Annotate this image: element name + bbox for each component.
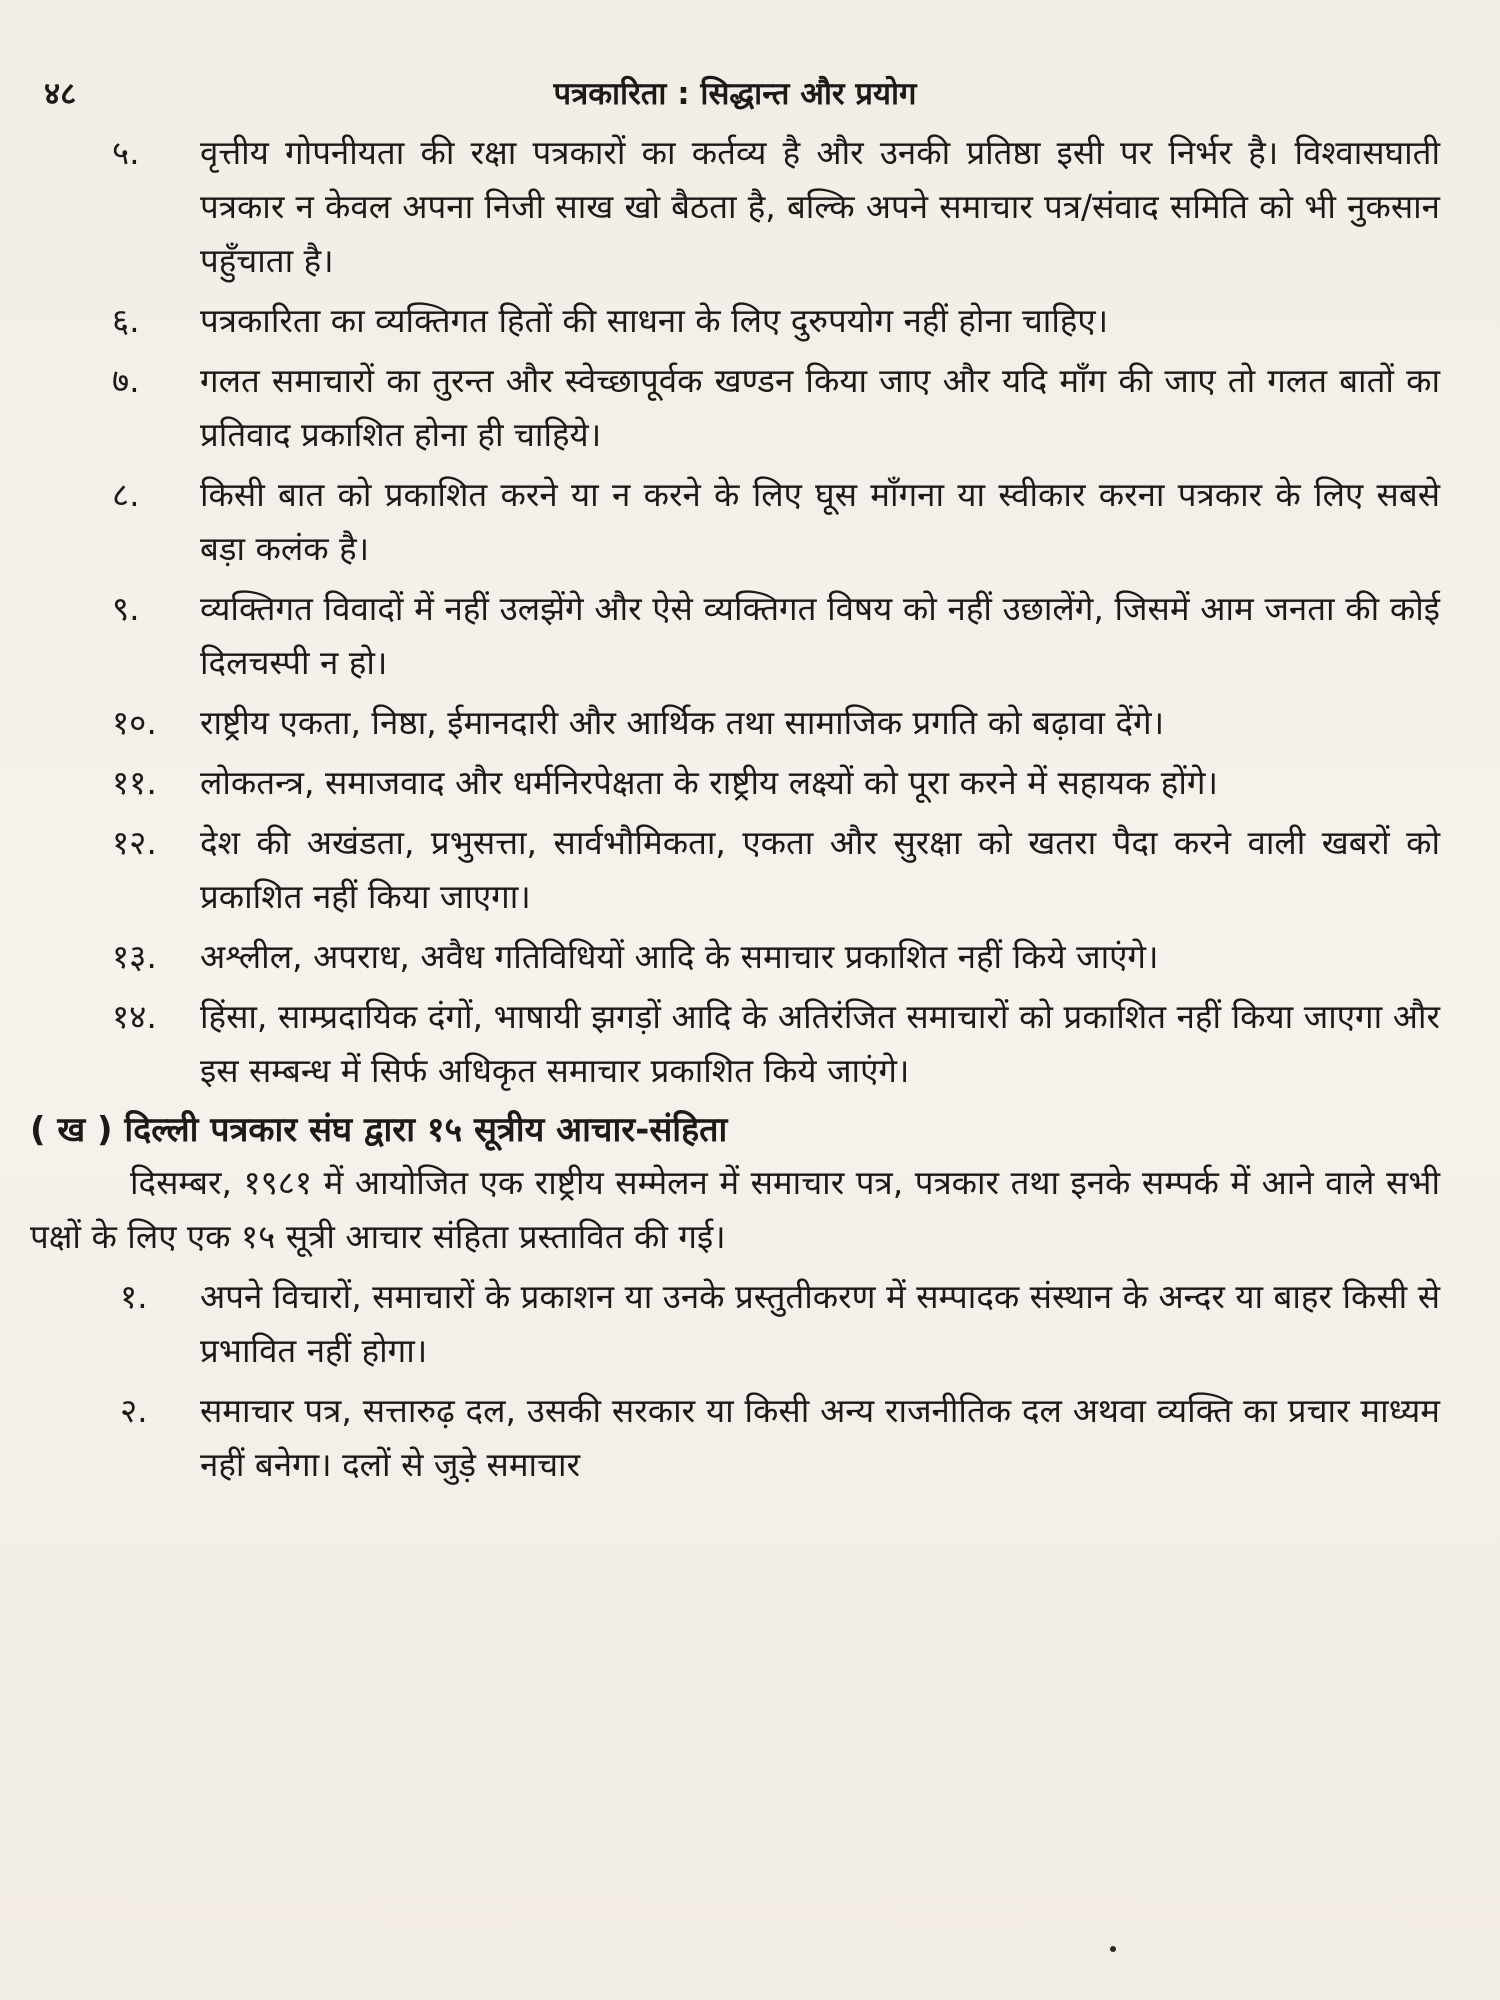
item-number: १३. <box>112 937 157 976</box>
item-text: पत्रकारिता का व्यक्तिगत हितों की साधना के लिए दुरुपयोग नहीं होना चाहिए। <box>200 301 1109 340</box>
item-text: अपने विचारों, समाचारों के प्रकाशन या उनके प्रस्तुतीकरण में सम्पादक संस्थान के अन्दर या बाहर किसी से प्रभावित नहीं होगा। <box>200 1277 1440 1370</box>
list-item <box>30 696 1440 750</box>
list-item <box>30 354 1440 462</box>
item-number: ९. <box>112 589 140 628</box>
item-number: ११. <box>112 763 157 802</box>
item-text: लोकतन्त्र, समाजवाद और धर्मनिरपेक्षता के राष्ट्रीय लक्ष्यों को पूरा करने में सहायक होंगे। <box>200 763 1218 802</box>
item-number: १. <box>120 1277 148 1316</box>
item-number: ५. <box>112 133 140 172</box>
page-header <box>30 60 1440 126</box>
section-heading: ( ख ) दिल्ली पत्रकार संघ द्वारा १५ सूत्रीय आचार-संहिता <box>30 1110 728 1150</box>
list-item <box>30 816 1440 924</box>
code-list-part2 <box>30 1270 1440 1492</box>
item-text: हिंसा, साम्प्रदायिक दंगों, भाषायी झगड़ों आदि के अतिरंजित समाचारों को प्रकाशित नहीं किया जाएगा और इस सम्बन्ध में सिर्फ अधिकृत समाचार प्रकाशित किये जाएंगे। <box>200 997 1440 1090</box>
list-item <box>30 294 1440 348</box>
item-number: २. <box>120 1391 148 1430</box>
item-text: देश की अखंडता, प्रभुसत्ता, सार्वभौमिकता, एकता और सुरक्षा को खतरा पैदा करने वाली खबरों को प्रकाशित नहीं किया जाएगा। <box>200 823 1440 916</box>
ink-speck <box>1110 1946 1116 1952</box>
item-text: व्यक्तिगत विवादों में नहीं उलझेंगे और ऐसे व्यक्तिगत विषय को नहीं उछालेंगे, जिसमें आम जनता की कोई दिलचस्पी न हो। <box>200 589 1440 682</box>
item-number: १४. <box>112 997 157 1036</box>
item-text: गलत समाचारों का तुरन्त और स्वेच्छापूर्वक खण्डन किया जाए और यदि माँग की जाए तो गलत बातों का प्रतिवाद प्रकाशित होना ही चाहिये। <box>200 361 1440 454</box>
item-text: समाचार पत्र, सत्तारुढ़ दल, उसकी सरकार या किसी अन्य राजनीतिक दल अथवा व्यक्ति का प्रचार माध्यम नहीं बनेगा। दलों से जुड़े समाचार <box>200 1391 1440 1484</box>
section-intro-paragraph: दिसम्बर, १९८१ में आयोजित एक राष्ट्रीय सम्मेलन में समाचार पत्र, पत्रकार तथा इनके सम्पर्क में आने वाले सभी पक्षों के लिए एक १५ सूत्री आचार संहिता प्रस्तावित की गई। <box>30 1163 1440 1256</box>
item-number: १०. <box>112 703 157 742</box>
item-number: ८. <box>112 475 140 514</box>
item-number: १२. <box>112 823 157 862</box>
list-item <box>30 1270 1440 1378</box>
item-text: किसी बात को प्रकाशित करने या न करने के लिए घूस माँगना या स्वीकार करना पत्रकार के लिए सबसे बड़ा कलंक है। <box>200 475 1440 568</box>
item-number: ७. <box>112 361 140 400</box>
list-item <box>30 582 1440 690</box>
list-item <box>30 756 1440 810</box>
code-list-part1 <box>30 126 1440 1098</box>
item-text: वृत्तीय गोपनीयता की रक्षा पत्रकारों का कर्तव्य है और उनकी प्रतिष्ठा इसी पर निर्भर है। विश्वासघाती पत्रकार न केवल अपना निजी साख खो बैठता है, बल्कि अपने समाचार पत्र/संवाद समिति को भी नुकसान पहुँचाता है। <box>200 133 1440 280</box>
page-number: ४८ <box>44 76 77 112</box>
list-item <box>30 1384 1440 1492</box>
item-number: ६. <box>112 301 140 340</box>
running-title: पत्रकारिता : सिद्धान्त और प्रयोग <box>553 76 917 112</box>
list-item <box>30 468 1440 576</box>
item-text: राष्ट्रीय एकता, निष्ठा, ईमानदारी और आर्थिक तथा सामाजिक प्रगति को बढ़ावा देंगे। <box>200 703 1165 742</box>
item-text: अश्लील, अपराध, अवैध गतिविधियों आदि के समाचार प्रकाशित नहीं किये जाएंगे। <box>200 937 1159 976</box>
list-item <box>30 930 1440 984</box>
list-item <box>30 126 1440 288</box>
list-item <box>30 990 1440 1098</box>
